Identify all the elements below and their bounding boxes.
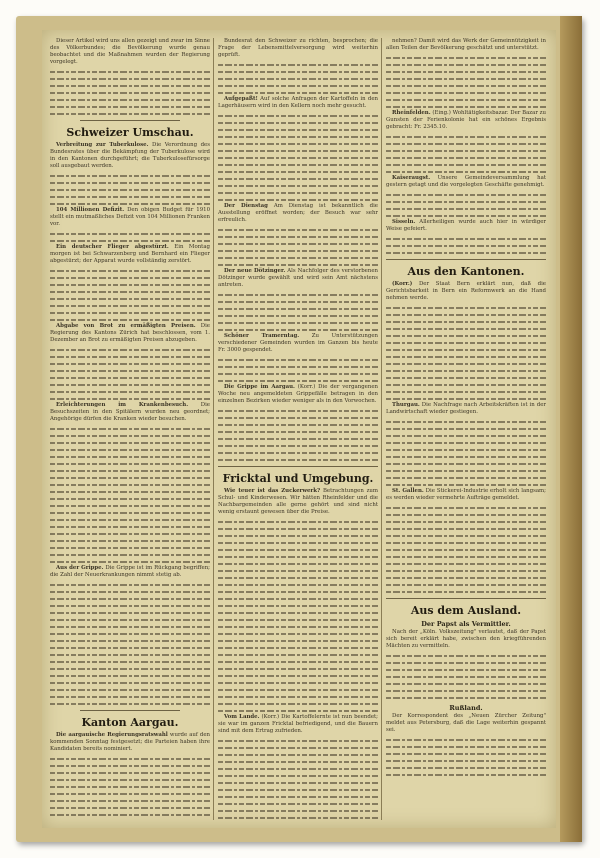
- article-text: Der Staat Bern erklärt nun, daß die Gerichtsbarkeit in Bern ein Reformwerk an die Hand nehmen werde.: [386, 281, 546, 301]
- col1-intro: Dieser Artikel wird uns allen gezeigt und zwar im Sinne des Völkerbundes; die Bevölkerung wurde genau beobachtet und die Maßnahmen wurden der Regierung vorgelegt.: [50, 38, 210, 65]
- section-title-kanton-aargau: Kanton Aargau.: [81, 716, 179, 729]
- article-item: [50, 402, 210, 423]
- article-label: (Korr.): [392, 281, 413, 287]
- article-label: St. Gallen.: [392, 488, 424, 494]
- divider: [386, 259, 546, 260]
- divider: [80, 710, 180, 711]
- article-text: Nach der „Köln. Volkszeitung" verlautet, daß der Papst sich bereit erklärt habe, zwischen den kriegführenden Mächten zu vermitteln.: [386, 629, 546, 649]
- article-item: [386, 110, 546, 131]
- article-text: (Eing.) Wohltätigkeitsbazar. Der Bazar zu Gunsten der Ferienkolonie hat ein schönes Ergebnis gebracht: Fr. 2345.10.: [386, 110, 546, 130]
- article-item: [50, 323, 210, 344]
- article-text: Als Nachfolger des verstorbenen Dötzinger wurde gewählt und wird sein Amt nächstens antreten.: [218, 268, 378, 288]
- article-label: Schöner Tramerntag.: [224, 333, 300, 339]
- subheading-papst: Der Papst als Vermittler.: [421, 620, 511, 628]
- article-label: Sisseln.: [392, 219, 416, 225]
- article-text: Der Korrespondent des „Neuen Zürcher Zeitung" meldet aus Petersburg, daß die Lage weiterhin gespannt sei.: [386, 713, 546, 733]
- article-text: Allerheiligen wurde auch hier in würdiger Weise gefeiert.: [386, 219, 546, 232]
- article-item: [218, 333, 378, 354]
- article-text: Die Stickerei-Industrie erholt sich langsam; es werden wieder vermehrte Aufträge gemeldet.: [386, 488, 546, 501]
- section-title-fricktal: Fricktal und Umgebung.: [222, 472, 374, 485]
- article-item: [50, 244, 210, 265]
- subheading-russland: Rußland.: [449, 704, 483, 712]
- article-item: [218, 268, 378, 289]
- article-item: [218, 714, 378, 735]
- article-text: Am Dienstag ist bekanntlich die Ausstellung eröffnet worden; der Besuch war sehr erfreulich.: [218, 203, 378, 223]
- column-rule: [381, 38, 382, 820]
- article-label: Verbreitung zur Tuberkulose.: [56, 142, 149, 148]
- article-item: [50, 732, 210, 753]
- article-label: Vom Lande.: [224, 714, 260, 720]
- article-text: wurde auf den kommenden Sonntag festgesetzt; die Parteien haben ihre Kandidaten bereits nominiert.: [50, 732, 210, 752]
- article-item: [50, 207, 210, 228]
- article-text: Unsere Gemeindeversammlung hat gestern getagt und die vorgelegten Geschäfte genehmigt.: [386, 175, 546, 188]
- col2-intro: Bundesrat den Schweizer zu richten, besprochen; die Frage der Lebensmittelversorgung wird weiterhin geprüft.: [218, 38, 378, 58]
- newspaper-page: [42, 30, 556, 828]
- section-title-schweizer-umschau: Schweizer Umschau.: [66, 126, 194, 139]
- section-title-aus-den-kantonen: Aus den Kantonen.: [407, 265, 525, 278]
- article-label: Thurgau.: [392, 402, 420, 408]
- article-item: [50, 142, 210, 170]
- article-label: 104 Millionen Defizit.: [56, 207, 125, 213]
- article-label: Der neue Dötzinger.: [224, 268, 286, 274]
- article-text: Die Regierung des Kantons Zürich hat beschlossen, vom 1. Dezember an Brot zu ermäßigten Preisen abzugeben.: [50, 323, 210, 343]
- article-label: Die Grippe im Aargau.: [224, 384, 295, 390]
- article-text: Ein Montag morgen ist bei Schwarzenberg und Bernhard ein Flieger abgestürzt; der Apparat wurde vollständig zerstört.: [50, 244, 210, 264]
- article-item: [386, 219, 546, 233]
- divider: [80, 120, 180, 121]
- article-label: Erleichterungen im Krankenbesuch.: [56, 402, 189, 408]
- article-item: [218, 203, 378, 224]
- article-item: [218, 488, 378, 516]
- article-text: Die Grippe ist im Rückgang begriffen; die Zahl der Neuerkrankungen nimmt stetig ab.: [50, 565, 210, 578]
- article-text: Zu Unterstützungen verschiedener Gemeinden wurden im Ganzen bis heute Fr. 3000 gespendet.: [218, 333, 378, 353]
- article-label: Der Dienstag: [224, 203, 268, 209]
- col3-intro: nehmen? Damit wird das Werk der Gemeinnützigkeit in allen Teilen der Bevölkerung geschätzt und unterstützt.: [386, 38, 546, 51]
- article-text: Betrachtungen zum Schul- und Kinderwesen. Wir hätten Rheinfelder und die Nachbargemeinden alle gerne gehört und sind nicht wenig erstaunt gewesen über die Preise.: [218, 488, 378, 515]
- article-label: Abgabe von Brot zu ermäßigten Preisen.: [56, 323, 196, 329]
- article-item: [386, 175, 546, 189]
- divider: [218, 466, 378, 467]
- article-label: Kaiseraugst.: [392, 175, 431, 181]
- column-rule: [213, 38, 214, 820]
- article-text: Den obigen Budget für 1910 stellt ein mutmaßliches Defizit von 104 Millionen Franken vor.: [50, 207, 210, 227]
- article-label: Aufgepaßt!: [224, 96, 258, 102]
- article-item: [218, 384, 378, 405]
- book-spine: [560, 16, 582, 842]
- column-2: [218, 38, 378, 820]
- article-text: Die Verordnung des Bundesrates über die Bekämpfung der Tuberkulose wird in den Kantonen durchgeführt; die Tuberkulosefürsorge soll ausgebaut werden.: [50, 142, 210, 169]
- article-text: (Korr.) Die der vergangenen Woche neu angemeldeten Grippefälle betragen in den einzelnen Bezirken wieder weniger als in den Vorwochen.: [218, 384, 378, 404]
- article-text: Auf solche Anfragen der Kartoffeln in den Lagerhäusern wird in den Kellern noch mehr gesucht.: [218, 96, 378, 109]
- book-scan: [16, 16, 582, 842]
- column-3: [386, 38, 546, 820]
- article-item: [386, 488, 546, 502]
- article-label: Wie teuer ist das Zuckerwerk?: [224, 488, 321, 494]
- article-item: [50, 565, 210, 579]
- article-item: [218, 96, 378, 110]
- article-text: (Korr.) Die Kartoffelernte ist nun beendet; sie war im ganzen Fricktal befriedigend, und die Bauern sind mit dem Ertrag zufrieden.: [218, 714, 378, 734]
- article-label: Ein deutscher Flieger abgestürzt.: [56, 244, 169, 250]
- article-label: Rheinfelden.: [392, 110, 431, 116]
- article-text: Die Besuchszeiten in den Spitälern wurden neu geordnet; Angehörige dürfen die Kranken wieder besuchen.: [50, 402, 210, 422]
- article-item: [386, 281, 546, 302]
- column-1: [50, 38, 210, 820]
- divider: [386, 598, 546, 599]
- section-title-aus-dem-ausland: Aus dem Ausland.: [410, 604, 522, 617]
- article-text: Die Nachfrage nach Arbeitskräften ist in der Landwirtschaft wieder gestiegen.: [386, 402, 546, 415]
- article-item: [386, 402, 546, 416]
- article-label: Aus der Grippe.: [56, 565, 104, 571]
- article-label: Die aargauische Regierungsratswahl: [56, 732, 168, 738]
